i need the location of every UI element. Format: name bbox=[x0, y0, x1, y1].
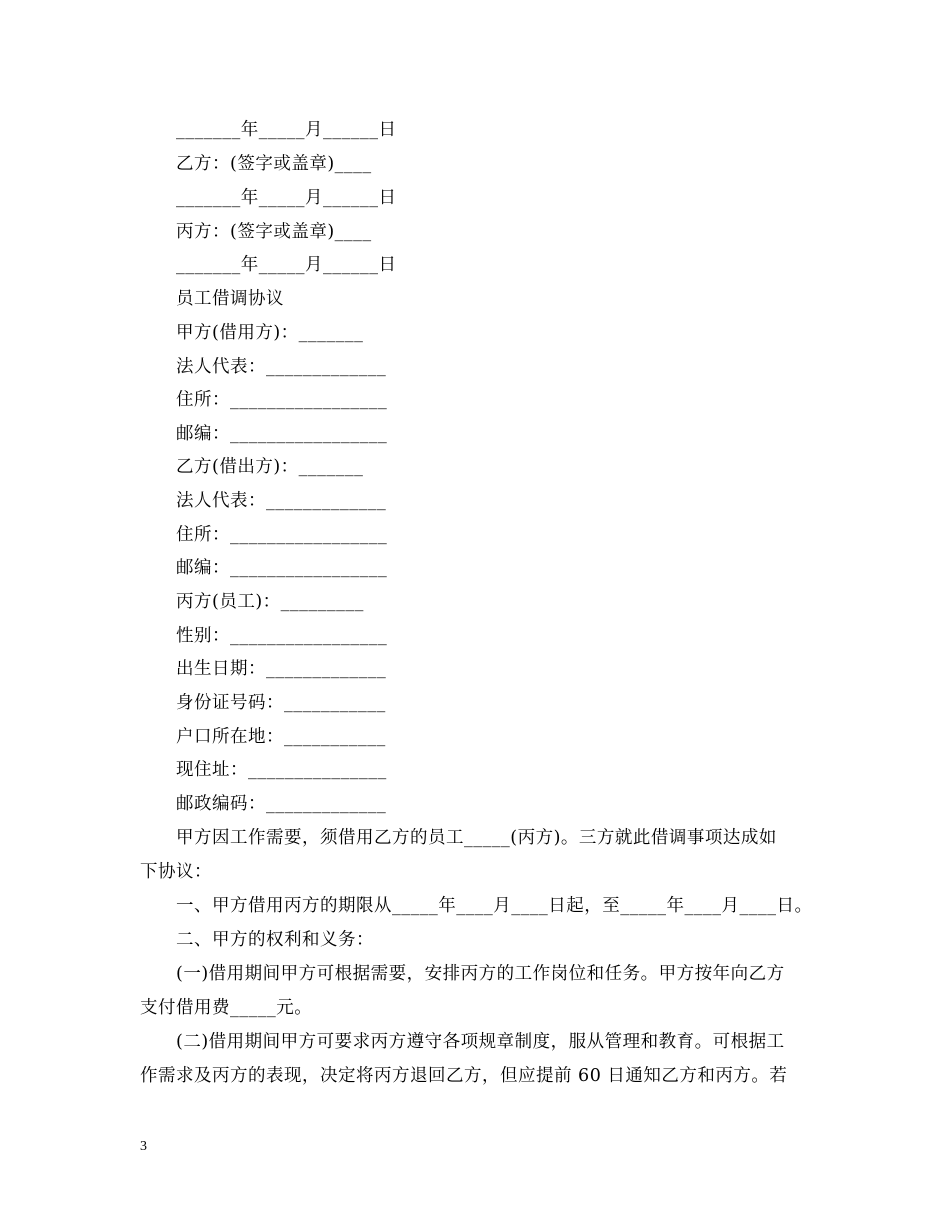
party-a-field: 甲方(借用方)：_______ bbox=[176, 323, 364, 343]
legal-representative-field: 法人代表：_____________ bbox=[176, 357, 387, 377]
address-field: 住所：_________________ bbox=[176, 390, 388, 410]
paragraph-intro bbox=[140, 826, 820, 884]
paragraph-line: 一、甲方借用丙方的期限从_____年____月____日起，至_____年____月____日。 bbox=[140, 896, 813, 916]
page-number: 3 bbox=[140, 1139, 147, 1154]
date-line: _______年_____月______日 bbox=[176, 120, 397, 140]
household-registration-field: 户口所在地：___________ bbox=[176, 727, 386, 747]
paragraph-line: (二)借用期间甲方可要求丙方遵守各项规章制度，服从管理和教育。可根据工 bbox=[140, 1032, 785, 1052]
birth-date-field: 出生日期：_____________ bbox=[176, 659, 387, 679]
party-b-field: 乙方(借出方)：_______ bbox=[176, 457, 364, 477]
id-number-field: 身份证号码：___________ bbox=[176, 693, 386, 713]
postal-code-field: 邮政编码：_____________ bbox=[176, 794, 387, 814]
paragraph-line: 下协议： bbox=[140, 862, 212, 882]
paragraph-line: 支付借用费_____元。 bbox=[140, 998, 313, 1018]
address-field: 住所：_________________ bbox=[176, 525, 388, 545]
paragraph-line: 甲方因工作需要，须借用乙方的员工_____(丙方)。三方就此借调事项达成如 bbox=[140, 828, 777, 848]
paragraph-line: 作需求及丙方的表现，决定将丙方退回乙方，但应提前 60 日通知乙方和丙方。若 bbox=[140, 1066, 788, 1086]
agreement-title: 员工借调协议 bbox=[176, 289, 284, 309]
date-line: _______年_____月______日 bbox=[176, 188, 397, 208]
paragraph-line: (一)借用期间甲方可根据需要，安排丙方的工作岗位和任务。甲方按年向乙方 bbox=[140, 964, 785, 984]
postcode-field: 邮编：_________________ bbox=[176, 424, 388, 444]
current-address-field: 现住址：_______________ bbox=[176, 760, 387, 780]
paragraph-heading-rights bbox=[140, 928, 820, 952]
gender-field: 性别：_________________ bbox=[176, 626, 388, 646]
legal-representative-field: 法人代表：_____________ bbox=[176, 491, 387, 511]
paragraph-term bbox=[140, 894, 820, 918]
postcode-field: 邮编：_________________ bbox=[176, 558, 388, 578]
party-b-signature-line: 乙方：(签字或盖章)____ bbox=[176, 154, 372, 174]
paragraph-line: 二、甲方的权利和义务： bbox=[140, 930, 374, 950]
paragraph-clause-1 bbox=[140, 962, 820, 1020]
date-line: _______年_____月______日 bbox=[176, 255, 397, 275]
party-c-field: 丙方(员工)：_________ bbox=[176, 592, 364, 612]
party-c-signature-line: 丙方：(签字或盖章)____ bbox=[176, 222, 372, 242]
paragraph-clause-2 bbox=[140, 1030, 820, 1088]
